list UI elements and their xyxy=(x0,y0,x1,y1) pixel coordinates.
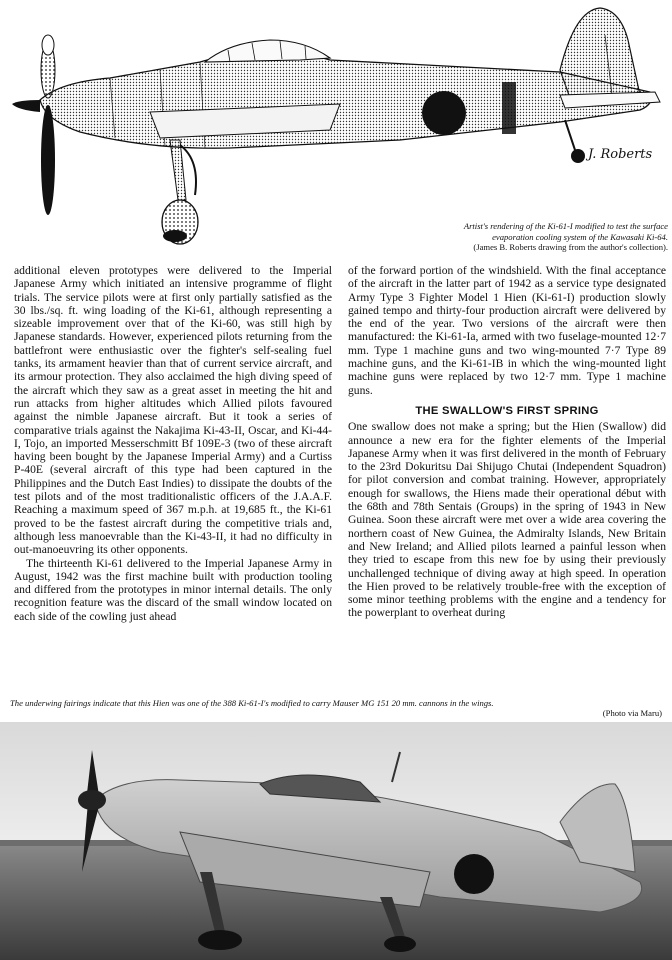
drawing-caption-line-3: (James B. Roberts drawing from the author's collection). xyxy=(473,242,668,252)
drawing-caption xyxy=(346,221,668,253)
photo-caption-text: The underwing fairings indicate that this Hien was one of the 388 Ki-61-I's modified to carry Mauser MG 151 20 mm. cannons in the wings. xyxy=(10,698,494,708)
photo-caption xyxy=(10,698,662,718)
section-heading: THE SWALLOW'S FIRST SPRING xyxy=(415,404,599,417)
right-column xyxy=(348,264,666,620)
left-column xyxy=(14,264,332,623)
photo-credit: (Photo via Maru) xyxy=(602,708,662,718)
left-paragraph-2: The thirteenth Ki-61 delivered to the Imperial Japanese Army in August, 1942 was the first machine built with production tooling and differed from the prototypes in minor internal details. The only recognition feature was the discard of the small window located on each side of the cowling just ahead xyxy=(14,556,332,623)
artist-signature: J. Roberts xyxy=(588,147,653,162)
aircraft-drawing xyxy=(0,0,672,250)
right-paragraph-2: One swallow does not make a spring; but the Hien (Swallow) did announce a new era for the fighter elements of the Imperial Japanese Army when it was first delivered in the month of February to the 23rd Dokuritsu Dai Shijugo Chutai (Independent Squadron) for pilot conversion and combat training. However, appropriately enough for swallows, the Hiens made their operational début with the 68th and 78th Sentais (Groups) in the spring of 1943 in New Guinea. Soon these aircraft were met over a wide area covering the northern coast of New Guinea, the Admiralty Islands, New Britain and New Ireland; and Allied pilots learned a painful lesson when they tried to escape from this new foe by using their previously unchallenged technique of diving away at high speed. In operation the Hien proved to be relatively trouble-free with the exception of some minor teething problems with the engine and a tendency for the powerplant to overheat during xyxy=(348,420,666,620)
left-paragraph-1: additional eleven prototypes were delivered to the Imperial Japanese Army which initiated an intensive programme of flight trials. The service pilots were at first only partially satisfied as the 30 lbs./sq. ft. wing loading of the Ki-61, although representing a sizeable improvement over that of the Ki-60, was still high by Japanese standards. However, experienced pilots returning from the battlefront were enthusiastic over the fighter's self-sealing fuel tanks, its armament heavier than that of current service aircraft, and its armour protection. They also acclaimed the high diving speed of the aircraft which they saw as a great asset in meeting the hit and run attacks from higher altitudes which Allied pilots favoured against the nimble Japanese aircraft. But it took a series of comparative trials against the Nakajima Ki-43-II, Oscar, and Ki-44-I, Tojo, an imported Messerschmitt Bf 109E-3 (two of these aircraft having been bought by the Japanese Imperial Army) and a Curtiss P-40E (several aircraft of this type had been captured in the Philippines and the Dutch East Indies) to dissipate the doubts of the test pilots and of the most traditionalistic officers of the J.A.A.F. Reaching a maximum speed of 367 m.p.h. at 19,685 ft., the Ki-61 proved to be the fastest aircraft during the competitive trials and, although less manoevrable than the Ki-43-II, it had no difficulty in out-manoeuvring its other opponents. xyxy=(14,264,332,557)
aircraft-photograph xyxy=(0,722,672,960)
drawing-caption-line-1: Artist's rendering of the Ki-61-I modified to test the surface xyxy=(463,221,668,231)
drawing-caption-line-2: evaporation cooling system of the Kawasaki Ki-64. xyxy=(492,231,668,242)
right-paragraph-1: of the forward portion of the windshield. With the final acceptance of the aircraft in the latter part of 1942 as a service type designated Army Type 3 Fighter Model 1 Hien (Ki-61-I) production slowly gained tempo and thirty-four production aircraft were delivered by the end of the year. Two versions of the aircraft were then manufactured: the Ki-61-Ia, armed with two fuselage-mounted 12·7 mm. Type 1 machine guns and two wing-mounted 7·7 Type 89 machine guns, and the Ki-61-IB in which the wing-mounted light machine guns were replaced by two 12·7 mm. Type 1 machine guns. xyxy=(348,264,666,397)
